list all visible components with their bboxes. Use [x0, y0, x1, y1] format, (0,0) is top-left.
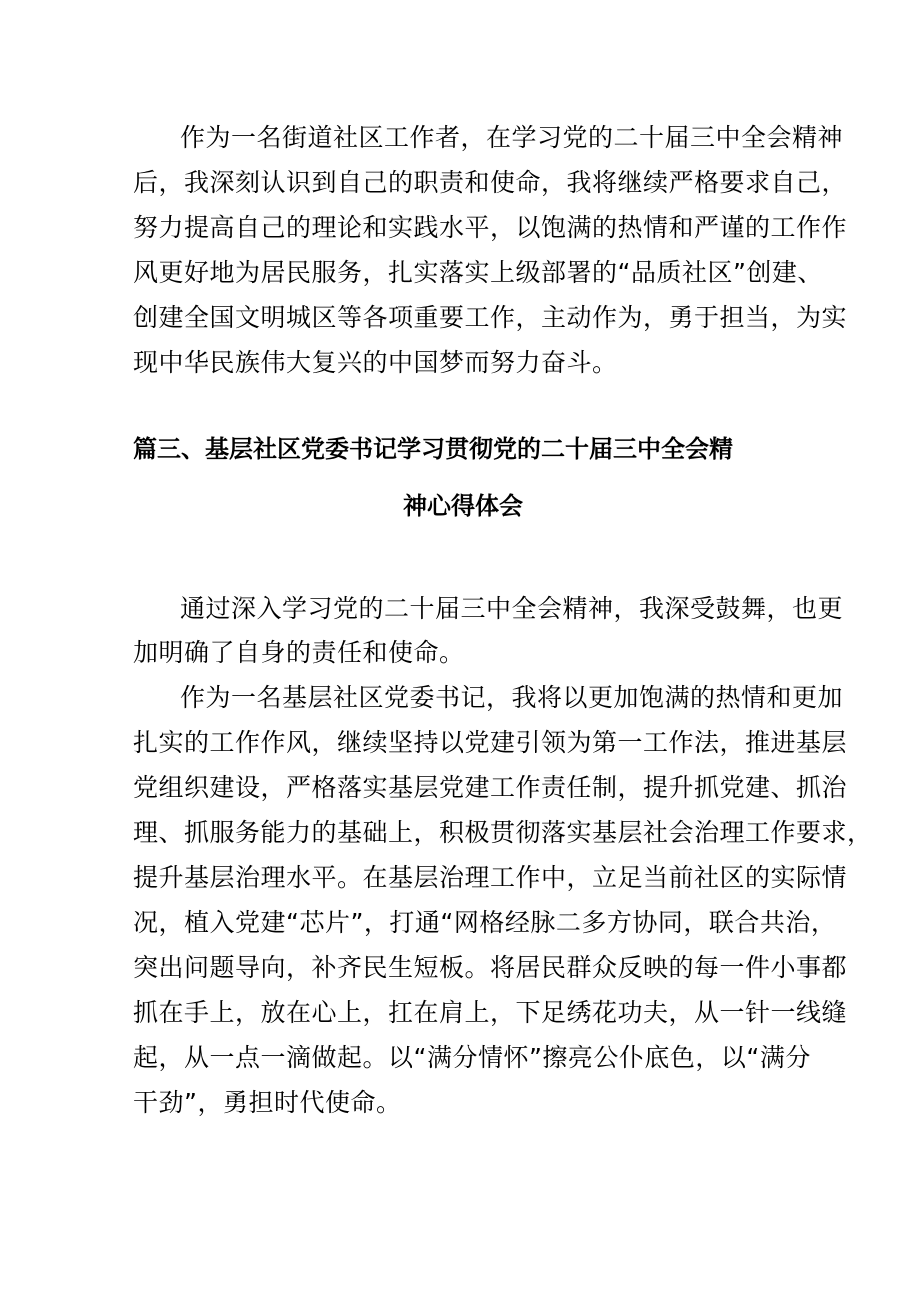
- paragraph-2-line-6: 况，植入党建“芯片”，打通“网格经脉二多方协同，联合共治，: [133, 908, 837, 937]
- section-heading-line-1: 篇三、基层社区党委书记学习贯彻党的二十届三中全会精: [133, 435, 733, 463]
- prev-section-line-6: 现中华民族伟大复兴的中国梦而努力奋斗。: [133, 348, 618, 377]
- prev-section-line-5: 创建全国文明城区等各项重要工作，主动作为，勇于担当，为实: [133, 303, 848, 332]
- paragraph-2-line-8: 抓在手上，放在心上，扛在肩上，下足绣花功夫，从一针一线缝: [133, 998, 848, 1027]
- paragraph-2-line-7: 突出问题导向，补齐民生短板。将居民群众反映的每一件小事都: [133, 953, 848, 982]
- prev-section-line-4: 风更好地为居民服务，扎实落实上级部署的“品质社区”创建、: [133, 258, 823, 287]
- section-heading-line-2: 神心得体会: [403, 492, 523, 520]
- paragraph-2-line-9: 起，从一点一滴做起。以“满分情怀”擦亮公仆底色，以“满分: [133, 1043, 811, 1072]
- paragraph-2-line-5: 提升基层治理水平。在基层治理工作中，立足当前社区的实际情: [133, 863, 848, 892]
- paragraph-2-line-2: 扎实的工作作风，继续坚持以党建引领为第一工作法，推进基层: [133, 728, 848, 757]
- paragraph-1-line-1: 通过深入学习党的二十届三中全会精神，我深受鼓舞，也更: [180, 594, 844, 623]
- paragraph-1-line-2: 加明确了自身的责任和使命。: [133, 638, 465, 667]
- paragraph-2-line-10: 干劲”，勇担时代使命。: [133, 1088, 402, 1117]
- prev-section-line-2: 后，我深刻认识到自己的职责和使命，我将继续严格要求自己，: [133, 168, 848, 197]
- prev-section-line-1: 作为一名街道社区工作者，在学习党的二十届三中全会精神: [180, 123, 844, 152]
- paragraph-2-line-1: 作为一名基层社区党委书记，我将以更加饱满的热情和更加: [180, 683, 844, 712]
- prev-section-line-3: 努力提高自己的理论和实践水平，以饱满的热情和严谨的工作作: [133, 213, 848, 242]
- paragraph-2-line-4: 理、抓服务能力的基础上，积极贯彻落实基层社会治理工作要求，: [133, 818, 873, 847]
- paragraph-2-line-3: 党组织建设，严格落实基层党建工作责任制，提升抓党建、抓治: [133, 773, 848, 802]
